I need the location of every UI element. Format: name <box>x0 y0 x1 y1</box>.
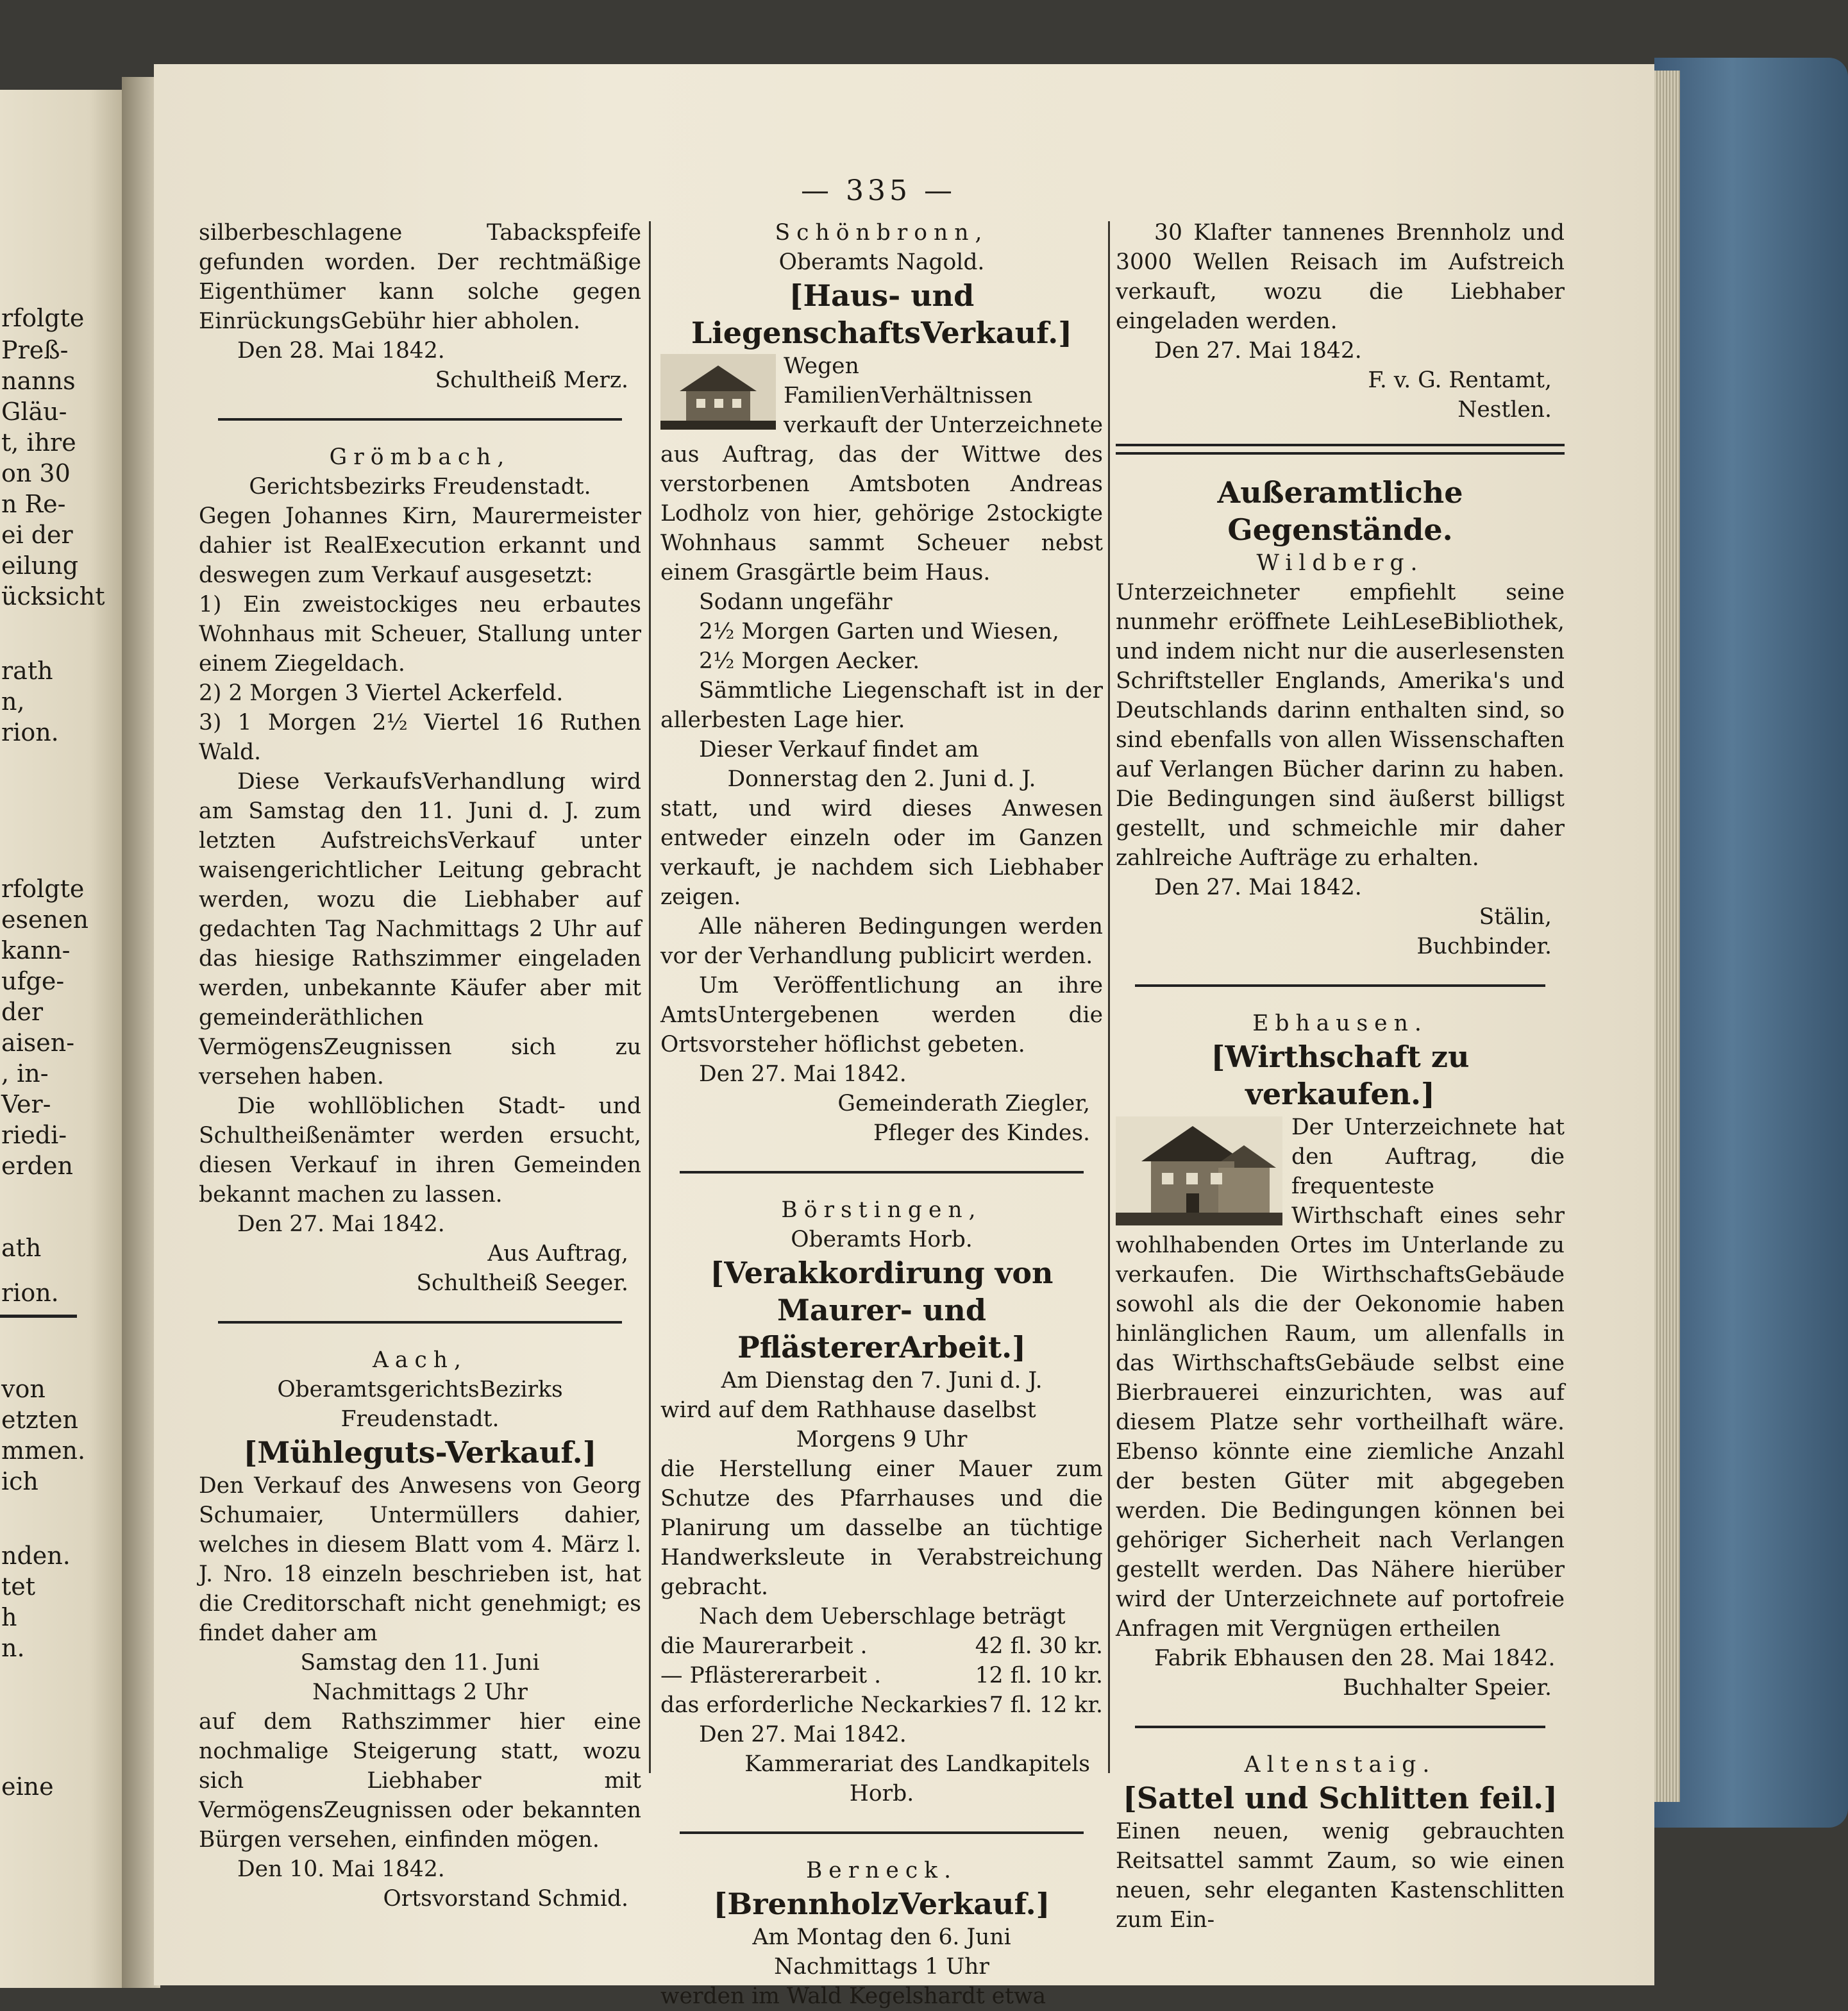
left-page-fragment: ufge- <box>1 967 65 995</box>
left-page-fragment: ücksicht <box>1 582 105 610</box>
a2-request: Die wohllöblichen Stadt- und Schultheißenämter werden ersucht, diesen Verkauf in ihren Gemeinden bekannt machen zu lassen. <box>199 1093 641 1207</box>
left-page-fragment: rfolgte <box>1 304 85 332</box>
a2-item-1: 1) Ein zweistockiges neu erbautes Wohnhaus mit Scheuer, Stallung unter einem Ziegeldach. <box>199 592 641 677</box>
a2-item-3: 3) 1 Morgen 2½ Viertel 16 Ruthen Wald. <box>199 710 641 765</box>
left-page-fragment: Ver- <box>1 1090 51 1118</box>
c3-signature: Buchhalter Speier. <box>1343 1675 1552 1701</box>
c3-place: Ebhausen. <box>1252 1011 1428 1036</box>
separator <box>1135 1726 1545 1728</box>
left-page-fragment: nden. <box>1 1542 71 1570</box>
left-page-fragment: on 30 <box>1 459 71 487</box>
a2-district: Gerichtsbezirks Freudenstadt. <box>249 474 591 500</box>
cost-label: — Pflästererarbeit . <box>660 1663 882 1688</box>
cost-value: 7 fl. 12 kr. <box>989 1692 1103 1718</box>
a3-place: Aach, <box>373 1347 467 1373</box>
b1-line-3: 2½ Morgen Garten und Wiesen, <box>699 619 1059 644</box>
cost-row <box>660 1690 1103 1720</box>
c3-body: Der Unterzeichnete hat den Auftrag, die frequenteste Wirthschaft eines sehr wohlhabenden Ortes im Unterlande zu verkaufen. Die WirthschaftsGebäude sowohl als die der Oekonomie haben hinlänglichen Raum, um allenfalls in das WirthschaftsGebäude selbst eine Bierbrauerei einzurichten, was auf diesem Platze sehr vortheilhaft wäre. Ebenso könnte eine ziemliche Anzahl der besten Güter mit abgegeben werden. Die Bedingungen können bei gehöriger Sicherheit nach Verlangen gestellt werden. Das Nähere hierüber wird der Unterzeichnete auf portofreie Anfragen mit Vergnügen ertheilen <box>1116 1115 1565 1642</box>
left-page-fragment: tet <box>1 1572 36 1601</box>
b1-body: Wegen FamilienVerhältnissen verkauft der Unterzeichnete aus Auftrag, das der Wittwe des verstorbenen Amtsboten Andreas Lodholz von hier, gehörige 2stockigte Wohnhaus sammt Scheuer nebst einem Grasgärtle beim Haus. <box>660 353 1103 585</box>
c1-signature-1: F. v. G. Rentamt, <box>1368 367 1552 393</box>
b2-line-3: Morgens 9 Uhr <box>796 1427 968 1452</box>
left-page-fragment: von <box>1 1375 46 1403</box>
book-cover <box>1654 58 1848 1828</box>
b1-dateline: Den 27. Mai 1842. <box>699 1061 907 1087</box>
a2-body: Diese VerkaufsVerhandlung wird am Samstag den 11. Juni d. J. zum letzten AufstreichsVerkauf unter waisengerichtlicher Leitung gebracht werden, wozu die Liebhaber auf gedachten Tag Nachmittags 2 Uhr auf das hiesige Rathszimmer eingeladen werden, unbekannte Käufer aber mit gemeinderäthlichen VermögensZeugnissen sich zu versehen haben. <box>199 769 641 1090</box>
left-page-fragment: kann- <box>1 936 71 964</box>
a1-signature: Schultheiß Merz. <box>435 367 628 393</box>
b2-signature-1: Kammerariat des Landkapitels <box>744 1751 1090 1777</box>
b1-line-7: Donnerstag den 2. Juni d. J. <box>727 766 1036 792</box>
woodcut-inn-icon <box>1116 1116 1282 1225</box>
a3-date-2: Nachmittags 2 Uhr <box>312 1679 528 1705</box>
left-page-fragment: rfolgte <box>1 875 85 903</box>
left-page-fragment: n, <box>1 687 25 716</box>
b1-signature-1: Gemeinderath Ziegler, <box>837 1091 1090 1116</box>
b2-body: die Herstellung einer Mauer zum Schutze des Pfarrhauses und die Planirung um dasselbe an tüchtige Handwerksleute in Verabstreichung gebracht. <box>660 1456 1103 1600</box>
left-page-fragment: , in- <box>1 1059 49 1088</box>
column-3 <box>1116 218 1565 1935</box>
cost-row <box>660 1631 1103 1661</box>
left-page-fragment: aisen- <box>1 1029 75 1057</box>
cost-row <box>660 1661 1103 1690</box>
c1-body: 30 Klafter tannenes Brennholz und 3000 Wellen Reisach im Aufstreich verkauft, wozu die Liebhaber eingeladen werden. <box>1116 220 1565 334</box>
c2-body: Unterzeichneter empfiehlt seine nunmehr eröffnete LeihLeseBibliothek, und indem nicht nur die auserlesensten Schriftsteller Englands, Amerika's und Deutschlands darinn enthalten sind, so sind ebenfalls von allen Wissenschaften auf Verlangen Bücher darinn zu haben. Die Bedingungen sind äußerst billigst gestellt, und schmeichle mir daher zahlreiche Aufträge zu erhalten. <box>1116 580 1565 871</box>
section-title: Außeramtliche Gegenstände. <box>1217 475 1463 547</box>
a2-place: Grömbach, <box>329 444 511 470</box>
a2-intro: Gegen Johannes Kirn, Maurermeister dahier ist RealExecution erkannt und deswegen zum Verkauf ausgesetzt: <box>199 503 641 588</box>
column-rule-1 <box>649 221 651 1773</box>
b2-line-5: Nach dem Ueberschlage beträgt <box>699 1604 1066 1629</box>
left-page-fragment: nanns <box>1 367 76 395</box>
c4-body: Einen neuen, wenig gebrauchten Reitsattel sammt Zaum, so wie einen neuen, sehr eleganten Kastenschlitten zum Ein- <box>1116 1819 1565 1933</box>
b1-line-4: 2½ Morgen Aecker. <box>699 648 920 674</box>
b3-line-3: werden im Wald Kegelshardt etwa <box>660 1983 1046 2009</box>
a3-date-1: Samstag den 11. Juni <box>300 1650 540 1676</box>
left-page-fragment: n. <box>1 1634 25 1662</box>
left-page-fragment: rath <box>1 657 53 685</box>
b2-signature-2: Horb. <box>849 1781 914 1806</box>
left-page-fragment: esenen <box>1 905 88 934</box>
left-page-fragment: rion. <box>1 718 59 746</box>
b1-line-10: Um Veröffentlichung an ihre AmtsUntergebenen werden die Ortsvorsteher höflichst gebeten. <box>660 973 1103 1057</box>
left-page-fragment: der <box>1 998 43 1026</box>
separator <box>1135 984 1545 987</box>
b2-district: Oberamts Horb. <box>791 1227 973 1252</box>
c2-place: Wildberg. <box>1256 550 1424 576</box>
left-page-fragment: mmen. <box>1 1436 86 1465</box>
left-page-fragment: ich <box>1 1467 38 1495</box>
left-page-fragment: rion. <box>1 1279 59 1307</box>
c2-signature-1: Stälin, <box>1479 904 1552 930</box>
b1-signature-2: Pfleger des Kindes. <box>873 1120 1090 1146</box>
column-1 <box>199 218 641 1914</box>
left-page-fragment: Gläu- <box>1 398 67 426</box>
b1-district: Oberamts Nagold. <box>778 249 985 275</box>
b1-line-6: Dieser Verkauf findet am <box>699 737 979 762</box>
separator <box>680 1171 1084 1174</box>
a1-text: silberbeschlagene Tabackspfeife gefunden worden. Der rechtmäßige Eigenthümer kann solche gegen EinrückungsGebühr hier abholen. <box>199 220 641 334</box>
b1-line-5: Sämmtliche Liegenschaft ist in der allerbesten Lage hier. <box>660 678 1103 733</box>
b3-place: Berneck. <box>805 1858 958 1883</box>
cost-value: 42 fl. 30 kr. <box>975 1633 1103 1659</box>
left-page-fragment: t, ihre <box>1 428 76 457</box>
b1-line-8: statt, und wird dieses Anwesen entweder einzeln oder im Ganzen verkauft, je nachdem sich Liebhaber zeigen. <box>660 796 1103 910</box>
c1-dateline: Den 27. Mai 1842. <box>1154 338 1362 364</box>
left-page-fragment: eilung <box>1 551 79 580</box>
c4-place: Altenstaig. <box>1244 1752 1436 1778</box>
c2-signature-2: Buchbinder. <box>1416 934 1552 959</box>
separator <box>218 418 622 421</box>
b2-place: Börstingen, <box>781 1197 982 1223</box>
a3-title: [Mühleguts-Verkauf.] <box>243 1435 597 1470</box>
column-rule-2 <box>1108 221 1110 1773</box>
c3-dateline: Fabrik Ebhausen den 28. Mai 1842. <box>1154 1645 1556 1671</box>
a3-signature: Ortsvorstand Schmid. <box>383 1886 628 1912</box>
a3-body: Den Verkauf des Anwesens von Georg Schumaier, Untermüllers dahier, welches in diesem Blatt vom 4. März l. J. Nro. 18 einzeln beschrieben ist, hat die Creditorschaft nicht genehmigt; es findet daher am <box>199 1473 641 1646</box>
c3-title: [Wirthschaft zu verkaufen.] <box>1211 1039 1470 1111</box>
b2-dateline: Den 27. Mai 1842. <box>699 1722 907 1747</box>
b3-line-2: Nachmittags 1 Uhr <box>774 1954 989 1980</box>
b2-line-1: Am Dienstag den 7. Juni d. J. <box>721 1368 1043 1393</box>
cost-label: die Maurerarbeit . <box>660 1633 868 1659</box>
b3-line-1: Am Montag den 6. Juni <box>752 1924 1011 1950</box>
a2-signature-2: Schultheiß Seeger. <box>416 1270 628 1296</box>
a3-district: OberamtsgerichtsBezirks Freudenstadt. <box>277 1377 563 1432</box>
left-page-fragment: eine <box>1 1772 54 1801</box>
a2-dateline: Den 27. Mai 1842. <box>237 1211 445 1237</box>
separator <box>218 1321 622 1324</box>
a2-signature-1: Aus Auftrag, <box>487 1241 628 1266</box>
b1-line-2: Sodann ungefähr <box>699 589 893 615</box>
page-number: — 335 — <box>801 174 956 207</box>
left-page-fragment: h <box>1 1603 17 1631</box>
cost-label: das erforderliche Neckarkies <box>660 1692 988 1718</box>
b2-line-2: wird auf dem Rathhause daselbst <box>660 1397 1036 1423</box>
left-page-fragment: riedi- <box>1 1121 67 1149</box>
c1-signature-2: Nestlen. <box>1457 397 1552 423</box>
a3-body-2: auf dem Rathszimmer hier eine nochmalige Steigerung statt, wozu sich Liebhaber mit VermögensZeugnissen oder bekannten Bürgen versehen, einfinden mögen. <box>199 1709 641 1853</box>
left-page-fragment: erden <box>1 1152 73 1180</box>
woodcut-house-icon <box>660 354 776 430</box>
left-page-fragment: ei der <box>1 521 73 549</box>
c2-dateline: Den 27. Mai 1842. <box>1154 875 1362 900</box>
left-page-fragment: ath <box>1 1234 42 1262</box>
left-page-fragment: Preß- <box>1 336 69 364</box>
b2-title: [Verakkordirung von Maurer- und PflästererArbeit.] <box>710 1256 1054 1365</box>
left-page-rule <box>0 1315 77 1318</box>
a2-item-2: 2) 2 Morgen 3 Viertel Ackerfeld. <box>199 680 564 706</box>
separator <box>680 1831 1084 1834</box>
a3-dateline: Den 10. Mai 1842. <box>237 1856 445 1882</box>
c4-title: [Sattel und Schlitten feil.] <box>1123 1781 1558 1815</box>
left-page-fragment: etzten <box>1 1406 79 1434</box>
double-rule <box>1116 444 1565 455</box>
b1-title: [Haus- und LiegenschaftsVerkauf.] <box>691 278 1073 350</box>
b1-place: Schönbronn, <box>775 220 989 246</box>
left-page-fragment: n Re- <box>1 490 66 518</box>
cost-value: 12 fl. 10 kr. <box>975 1663 1103 1688</box>
a1-dateline: Den 28. Mai 1842. <box>237 338 445 364</box>
column-2 <box>660 218 1103 2011</box>
b3-title: [BrennholzVerkauf.] <box>713 1887 1050 1921</box>
b1-line-9: Alle näheren Bedingungen werden vor der Verhandlung publicirt werden. <box>660 914 1103 969</box>
